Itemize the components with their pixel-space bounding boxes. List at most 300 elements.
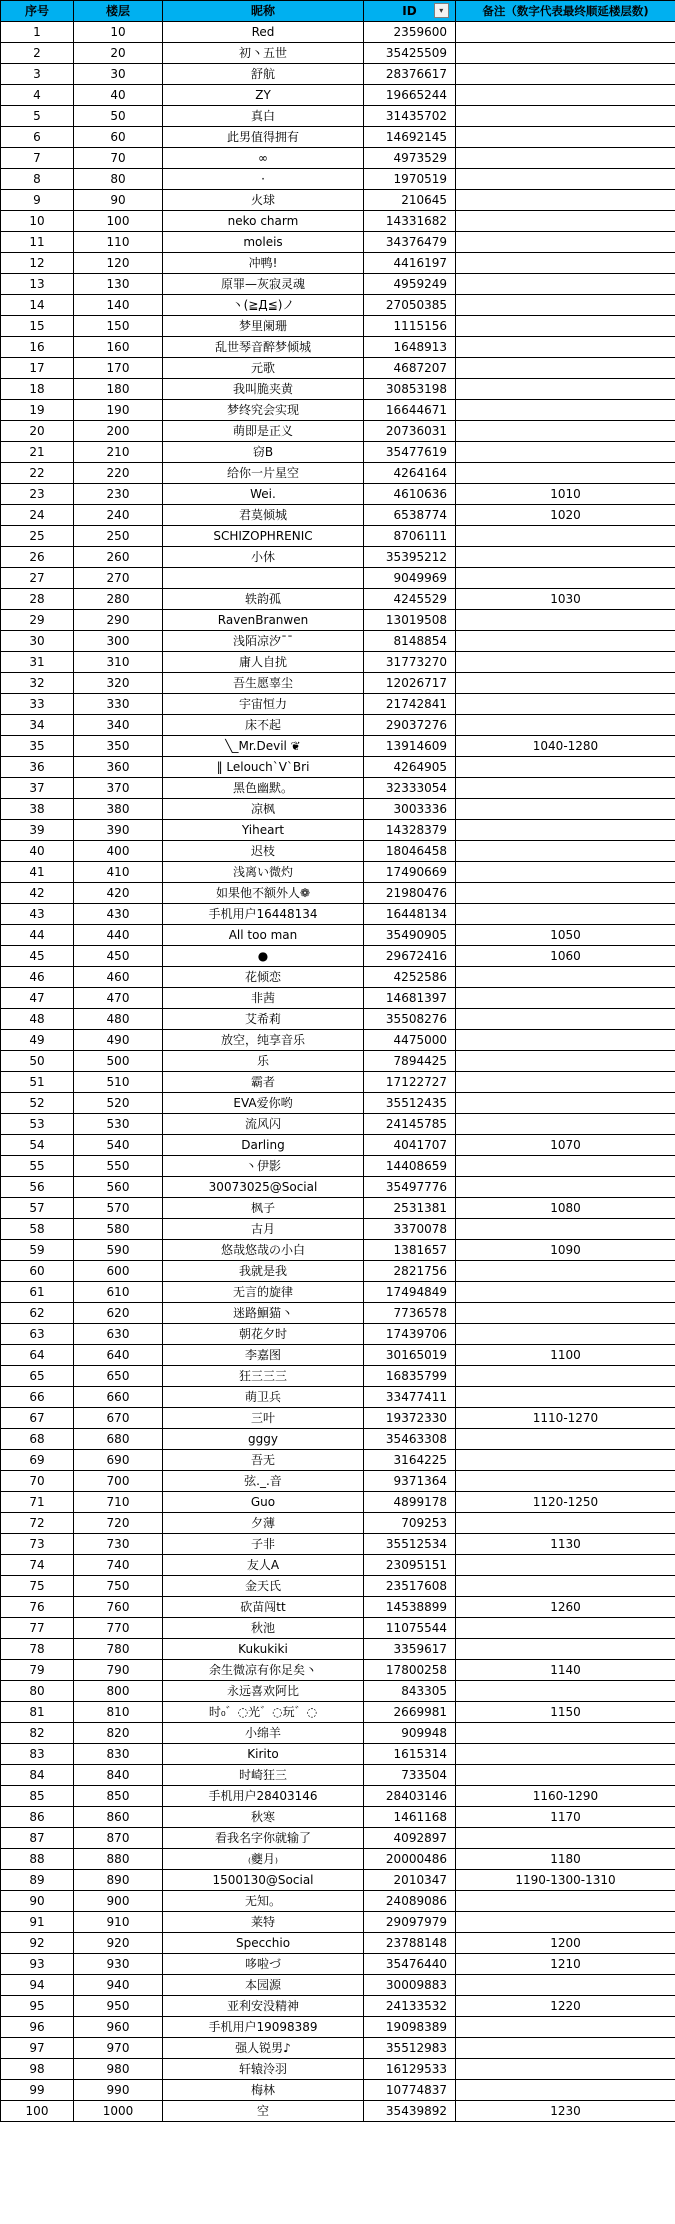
cell-floor[interactable]: 510 — [74, 1072, 163, 1093]
cell-floor[interactable]: 600 — [74, 1261, 163, 1282]
cell-remark[interactable] — [456, 1450, 675, 1471]
cell-seq[interactable]: 67 — [1, 1408, 74, 1429]
cell-nick[interactable]: neko charm — [163, 211, 364, 232]
cell-seq[interactable]: 24 — [1, 505, 74, 526]
cell-nick[interactable]: ‖ Lelouch`V`Bri — [163, 757, 364, 778]
cell-remark[interactable] — [456, 904, 675, 925]
cell-seq[interactable]: 2 — [1, 43, 74, 64]
cell-nick[interactable]: 哆啦づ — [163, 1954, 364, 1975]
cell-seq[interactable]: 91 — [1, 1912, 74, 1933]
cell-floor[interactable]: 810 — [74, 1702, 163, 1723]
cell-id[interactable]: 1648913 — [364, 337, 456, 358]
cell-seq[interactable]: 8 — [1, 169, 74, 190]
cell-id[interactable]: 14408659 — [364, 1156, 456, 1177]
cell-seq[interactable]: 95 — [1, 1996, 74, 2017]
header-seq[interactable]: 序号 — [1, 1, 74, 22]
cell-floor[interactable]: 800 — [74, 1681, 163, 1702]
cell-remark[interactable] — [456, 631, 675, 652]
cell-remark[interactable]: 1120-1250 — [456, 1492, 675, 1513]
cell-seq[interactable]: 5 — [1, 106, 74, 127]
cell-nick[interactable]: 小休 — [163, 547, 364, 568]
cell-id[interactable]: 3003336 — [364, 799, 456, 820]
cell-remark[interactable]: 1100 — [456, 1345, 675, 1366]
cell-seq[interactable]: 33 — [1, 694, 74, 715]
cell-nick[interactable]: ∞ — [163, 148, 364, 169]
cell-remark[interactable] — [456, 190, 675, 211]
cell-nick[interactable]: Kukukiki — [163, 1639, 364, 1660]
cell-nick[interactable]: 手机用户28403146 — [163, 1786, 364, 1807]
cell-id[interactable]: 3359617 — [364, 1639, 456, 1660]
cell-id[interactable]: 2359600 — [364, 22, 456, 43]
cell-floor[interactable]: 690 — [74, 1450, 163, 1471]
cell-remark[interactable] — [456, 1639, 675, 1660]
cell-remark[interactable]: 1130 — [456, 1534, 675, 1555]
cell-id[interactable]: 32333054 — [364, 778, 456, 799]
cell-nick[interactable]: 原罪—灰寂灵魂 — [163, 274, 364, 295]
cell-remark[interactable] — [456, 841, 675, 862]
cell-floor[interactable]: 570 — [74, 1198, 163, 1219]
cell-nick[interactable]: 时崎狂三 — [163, 1765, 364, 1786]
cell-nick[interactable]: 李嘉图 — [163, 1345, 364, 1366]
cell-remark[interactable] — [456, 1744, 675, 1765]
cell-id[interactable]: 14331682 — [364, 211, 456, 232]
cell-remark[interactable] — [456, 2080, 675, 2101]
cell-seq[interactable]: 86 — [1, 1807, 74, 1828]
cell-floor[interactable]: 370 — [74, 778, 163, 799]
cell-nick[interactable]: 无言的旋律 — [163, 1282, 364, 1303]
cell-nick[interactable]: 火球 — [163, 190, 364, 211]
cell-remark[interactable] — [456, 2038, 675, 2059]
cell-seq[interactable]: 19 — [1, 400, 74, 421]
cell-remark[interactable] — [456, 2017, 675, 2038]
cell-seq[interactable]: 81 — [1, 1702, 74, 1723]
cell-seq[interactable]: 90 — [1, 1891, 74, 1912]
cell-floor[interactable]: 170 — [74, 358, 163, 379]
cell-nick[interactable]: 窃B — [163, 442, 364, 463]
cell-nick[interactable]: ● — [163, 946, 364, 967]
cell-remark[interactable] — [456, 2059, 675, 2080]
cell-nick[interactable]: 给你一片星空 — [163, 463, 364, 484]
cell-nick[interactable]: 莱特 — [163, 1912, 364, 1933]
cell-id[interactable]: 14681397 — [364, 988, 456, 1009]
cell-id[interactable]: 4959249 — [364, 274, 456, 295]
cell-id[interactable]: 4092897 — [364, 1828, 456, 1849]
cell-id[interactable]: 35512534 — [364, 1534, 456, 1555]
cell-remark[interactable]: 1200 — [456, 1933, 675, 1954]
cell-seq[interactable]: 94 — [1, 1975, 74, 1996]
cell-floor[interactable]: 780 — [74, 1639, 163, 1660]
cell-seq[interactable]: 93 — [1, 1954, 74, 1975]
cell-nick[interactable]: Darling — [163, 1135, 364, 1156]
cell-seq[interactable]: 85 — [1, 1786, 74, 1807]
cell-nick[interactable]: 我叫脆夹黄 — [163, 379, 364, 400]
cell-nick[interactable]: 梦里阑珊 — [163, 316, 364, 337]
cell-id[interactable]: 19098389 — [364, 2017, 456, 2038]
cell-id[interactable]: 20736031 — [364, 421, 456, 442]
cell-id[interactable]: 16129533 — [364, 2059, 456, 2080]
cell-nick[interactable]: 元歌 — [163, 358, 364, 379]
cell-seq[interactable]: 59 — [1, 1240, 74, 1261]
cell-id[interactable]: 4687207 — [364, 358, 456, 379]
cell-nick[interactable]: Red — [163, 22, 364, 43]
cell-nick[interactable]: 浅离い微灼 — [163, 862, 364, 883]
cell-remark[interactable]: 1040-1280 — [456, 736, 675, 757]
cell-remark[interactable] — [456, 1891, 675, 1912]
cell-remark[interactable]: 1230 — [456, 2101, 675, 2122]
cell-nick[interactable]: 狂三三三 — [163, 1366, 364, 1387]
cell-remark[interactable]: 1210 — [456, 1954, 675, 1975]
cell-floor[interactable]: 230 — [74, 484, 163, 505]
cell-remark[interactable] — [456, 568, 675, 589]
cell-seq[interactable]: 92 — [1, 1933, 74, 1954]
cell-floor[interactable]: 960 — [74, 2017, 163, 2038]
cell-remark[interactable] — [456, 106, 675, 127]
cell-id[interactable]: 843305 — [364, 1681, 456, 1702]
cell-seq[interactable]: 49 — [1, 1030, 74, 1051]
cell-seq[interactable]: 80 — [1, 1681, 74, 1702]
cell-nick[interactable]: 永远喜欢阿比 — [163, 1681, 364, 1702]
cell-id[interactable]: 35477619 — [364, 442, 456, 463]
cell-floor[interactable]: 280 — [74, 589, 163, 610]
cell-seq[interactable]: 52 — [1, 1093, 74, 1114]
cell-remark[interactable]: 1190-1300-1310 — [456, 1870, 675, 1891]
cell-id[interactable]: 27050385 — [364, 295, 456, 316]
cell-floor[interactable]: 210 — [74, 442, 163, 463]
cell-nick[interactable]: 时₀゛◌光゛◌玩゛◌ — [163, 1702, 364, 1723]
cell-remark[interactable] — [456, 1912, 675, 1933]
cell-remark[interactable]: 1220 — [456, 1996, 675, 2017]
cell-remark[interactable] — [456, 1261, 675, 1282]
cell-floor[interactable]: 590 — [74, 1240, 163, 1261]
cell-nick[interactable]: 萌即是正义 — [163, 421, 364, 442]
cell-seq[interactable]: 62 — [1, 1303, 74, 1324]
cell-floor[interactable]: 180 — [74, 379, 163, 400]
cell-remark[interactable] — [456, 1303, 675, 1324]
cell-nick[interactable]: 乐 — [163, 1051, 364, 1072]
cell-floor[interactable]: 240 — [74, 505, 163, 526]
cell-nick[interactable]: 梅林 — [163, 2080, 364, 2101]
cell-id[interactable]: 9049969 — [364, 568, 456, 589]
cell-id[interactable]: 35508276 — [364, 1009, 456, 1030]
cell-nick[interactable]: 秋池 — [163, 1618, 364, 1639]
cell-remark[interactable] — [456, 883, 675, 904]
cell-floor[interactable]: 60 — [74, 127, 163, 148]
cell-floor[interactable]: 420 — [74, 883, 163, 904]
cell-remark[interactable] — [456, 1282, 675, 1303]
cell-floor[interactable]: 650 — [74, 1366, 163, 1387]
cell-id[interactable]: 3370078 — [364, 1219, 456, 1240]
cell-nick[interactable]: 初丶五世 — [163, 43, 364, 64]
cell-remark[interactable] — [456, 127, 675, 148]
cell-floor[interactable]: 930 — [74, 1954, 163, 1975]
cell-remark[interactable] — [456, 673, 675, 694]
cell-floor[interactable]: 300 — [74, 631, 163, 652]
cell-seq[interactable]: 57 — [1, 1198, 74, 1219]
cell-floor[interactable]: 580 — [74, 1219, 163, 1240]
cell-nick[interactable]: 亚利安没精神 — [163, 1996, 364, 2017]
cell-remark[interactable] — [456, 274, 675, 295]
cell-remark[interactable]: 1050 — [456, 925, 675, 946]
cell-floor[interactable]: 980 — [74, 2059, 163, 2080]
cell-nick[interactable]: All too man — [163, 925, 364, 946]
cell-id[interactable]: 19665244 — [364, 85, 456, 106]
cell-nick[interactable]: 黑色幽默。 — [163, 778, 364, 799]
cell-floor[interactable]: 950 — [74, 1996, 163, 2017]
cell-remark[interactable] — [456, 337, 675, 358]
cell-id[interactable]: 24145785 — [364, 1114, 456, 1135]
cell-seq[interactable]: 47 — [1, 988, 74, 1009]
cell-nick[interactable]: Specchio — [163, 1933, 364, 1954]
cell-floor[interactable]: 840 — [74, 1765, 163, 1786]
cell-id[interactable]: 35497776 — [364, 1177, 456, 1198]
cell-nick[interactable]: EVA爱你哟 — [163, 1093, 364, 1114]
cell-seq[interactable]: 13 — [1, 274, 74, 295]
cell-floor[interactable]: 940 — [74, 1975, 163, 1996]
cell-id[interactable]: 4973529 — [364, 148, 456, 169]
cell-seq[interactable]: 66 — [1, 1387, 74, 1408]
cell-seq[interactable]: 28 — [1, 589, 74, 610]
cell-id[interactable]: 4252586 — [364, 967, 456, 988]
cell-nick[interactable]: 吾无 — [163, 1450, 364, 1471]
cell-floor[interactable]: 160 — [74, 337, 163, 358]
header-remark[interactable]: 备注（数字代表最终顺延楼层数) — [456, 1, 675, 22]
cell-nick[interactable]: 夕薄 — [163, 1513, 364, 1534]
cell-id[interactable]: 23788148 — [364, 1933, 456, 1954]
cell-floor[interactable]: 990 — [74, 2080, 163, 2101]
cell-nick[interactable]: 金天氏 — [163, 1576, 364, 1597]
cell-nick[interactable]: 庸人自扰 — [163, 652, 364, 673]
cell-floor[interactable]: 700 — [74, 1471, 163, 1492]
cell-nick[interactable]: 丶伊影 — [163, 1156, 364, 1177]
cell-nick[interactable]: 友人A — [163, 1555, 364, 1576]
cell-id[interactable]: 14328379 — [364, 820, 456, 841]
cell-seq[interactable]: 76 — [1, 1597, 74, 1618]
cell-seq[interactable]: 58 — [1, 1219, 74, 1240]
cell-nick[interactable]: 强人锐男♪ — [163, 2038, 364, 2059]
cell-id[interactable]: 4041707 — [364, 1135, 456, 1156]
cell-id[interactable]: 17490669 — [364, 862, 456, 883]
cell-remark[interactable] — [456, 1681, 675, 1702]
cell-seq[interactable]: 27 — [1, 568, 74, 589]
cell-floor[interactable]: 30 — [74, 64, 163, 85]
cell-remark[interactable]: 1140 — [456, 1660, 675, 1681]
cell-seq[interactable]: 23 — [1, 484, 74, 505]
cell-seq[interactable]: 41 — [1, 862, 74, 883]
cell-seq[interactable]: 40 — [1, 841, 74, 862]
cell-nick[interactable]: 流风闪 — [163, 1114, 364, 1135]
cell-remark[interactable] — [456, 148, 675, 169]
cell-floor[interactable]: 330 — [74, 694, 163, 715]
cell-id[interactable]: 210645 — [364, 190, 456, 211]
cell-seq[interactable]: 55 — [1, 1156, 74, 1177]
cell-id[interactable]: 17122727 — [364, 1072, 456, 1093]
cell-id[interactable]: 11075544 — [364, 1618, 456, 1639]
cell-remark[interactable] — [456, 64, 675, 85]
cell-remark[interactable]: 1080 — [456, 1198, 675, 1219]
cell-seq[interactable]: 26 — [1, 547, 74, 568]
cell-id[interactable]: 35512983 — [364, 2038, 456, 2059]
cell-id[interactable]: 34376479 — [364, 232, 456, 253]
cell-floor[interactable]: 440 — [74, 925, 163, 946]
cell-seq[interactable]: 48 — [1, 1009, 74, 1030]
cell-remark[interactable] — [456, 1072, 675, 1093]
cell-remark[interactable] — [456, 1723, 675, 1744]
cell-floor[interactable]: 410 — [74, 862, 163, 883]
cell-remark[interactable] — [456, 694, 675, 715]
cell-nick[interactable]: 凉枫 — [163, 799, 364, 820]
cell-remark[interactable] — [456, 820, 675, 841]
cell-id[interactable]: 29672416 — [364, 946, 456, 967]
cell-remark[interactable] — [456, 400, 675, 421]
cell-id[interactable]: 2531381 — [364, 1198, 456, 1219]
cell-remark[interactable] — [456, 1471, 675, 1492]
cell-floor[interactable]: 870 — [74, 1828, 163, 1849]
cell-id[interactable]: 35425509 — [364, 43, 456, 64]
cell-seq[interactable]: 46 — [1, 967, 74, 988]
cell-nick[interactable]: 萌卫兵 — [163, 1387, 364, 1408]
cell-nick[interactable]: 如果他不额外人❁ — [163, 883, 364, 904]
cell-remark[interactable] — [456, 463, 675, 484]
cell-remark[interactable] — [456, 1555, 675, 1576]
cell-remark[interactable] — [456, 1975, 675, 1996]
cell-seq[interactable]: 25 — [1, 526, 74, 547]
cell-id[interactable]: 24133532 — [364, 1996, 456, 2017]
cell-floor[interactable]: 430 — [74, 904, 163, 925]
cell-remark[interactable]: 1110-1270 — [456, 1408, 675, 1429]
cell-floor[interactable]: 140 — [74, 295, 163, 316]
cell-seq[interactable]: 11 — [1, 232, 74, 253]
cell-id[interactable]: 30009883 — [364, 1975, 456, 1996]
cell-floor[interactable]: 470 — [74, 988, 163, 1009]
cell-floor[interactable]: 270 — [74, 568, 163, 589]
cell-nick[interactable]: Guo — [163, 1492, 364, 1513]
cell-seq[interactable]: 22 — [1, 463, 74, 484]
cell-remark[interactable] — [456, 22, 675, 43]
cell-floor[interactable]: 130 — [74, 274, 163, 295]
cell-nick[interactable]: 我就是我 — [163, 1261, 364, 1282]
cell-seq[interactable]: 98 — [1, 2059, 74, 2080]
cell-nick[interactable]: 枫子 — [163, 1198, 364, 1219]
cell-floor[interactable]: 400 — [74, 841, 163, 862]
cell-remark[interactable]: 1160-1290 — [456, 1786, 675, 1807]
cell-id[interactable]: 14692145 — [364, 127, 456, 148]
cell-id[interactable]: 29037276 — [364, 715, 456, 736]
cell-id[interactable]: 7736578 — [364, 1303, 456, 1324]
cell-id[interactable]: 709253 — [364, 1513, 456, 1534]
cell-remark[interactable] — [456, 1219, 675, 1240]
cell-id[interactable]: 13019508 — [364, 610, 456, 631]
cell-floor[interactable]: 90 — [74, 190, 163, 211]
cell-nick[interactable]: 秋寒 — [163, 1807, 364, 1828]
cell-nick[interactable]: 冲鸭! — [163, 253, 364, 274]
cell-id[interactable]: 10774837 — [364, 2080, 456, 2101]
cell-nick[interactable]: Yiheart — [163, 820, 364, 841]
cell-remark[interactable] — [456, 1177, 675, 1198]
cell-id[interactable]: 35463308 — [364, 1429, 456, 1450]
cell-nick[interactable]: 弦._.音 — [163, 1471, 364, 1492]
cell-seq[interactable]: 69 — [1, 1450, 74, 1471]
cell-remark[interactable]: 1170 — [456, 1807, 675, 1828]
cell-floor[interactable]: 260 — [74, 547, 163, 568]
cell-floor[interactable]: 830 — [74, 1744, 163, 1765]
filter-dropdown-icon[interactable]: ▾ — [434, 3, 449, 18]
cell-id[interactable]: 17494849 — [364, 1282, 456, 1303]
cell-floor[interactable]: 770 — [74, 1618, 163, 1639]
cell-seq[interactable]: 1 — [1, 22, 74, 43]
cell-seq[interactable]: 72 — [1, 1513, 74, 1534]
cell-seq[interactable]: 12 — [1, 253, 74, 274]
cell-seq[interactable]: 6 — [1, 127, 74, 148]
cell-id[interactable]: 1461168 — [364, 1807, 456, 1828]
cell-id[interactable]: 9371364 — [364, 1471, 456, 1492]
cell-remark[interactable] — [456, 1324, 675, 1345]
cell-nick[interactable]: 迷路鮰猫丶 — [163, 1303, 364, 1324]
cell-floor[interactable]: 910 — [74, 1912, 163, 1933]
cell-nick[interactable]: 无知。 — [163, 1891, 364, 1912]
cell-id[interactable]: 4245529 — [364, 589, 456, 610]
cell-nick[interactable]: 真白 — [163, 106, 364, 127]
cell-nick[interactable]: Kirito — [163, 1744, 364, 1765]
cell-seq[interactable]: 97 — [1, 2038, 74, 2059]
cell-nick[interactable]: 余生微凉有你足矣丶 — [163, 1660, 364, 1681]
cell-seq[interactable]: 7 — [1, 148, 74, 169]
cell-seq[interactable]: 53 — [1, 1114, 74, 1135]
cell-seq[interactable]: 63 — [1, 1324, 74, 1345]
cell-seq[interactable]: 42 — [1, 883, 74, 904]
cell-nick[interactable]: 床不起 — [163, 715, 364, 736]
cell-id[interactable]: 14538899 — [364, 1597, 456, 1618]
cell-seq[interactable]: 31 — [1, 652, 74, 673]
cell-floor[interactable]: 730 — [74, 1534, 163, 1555]
cell-remark[interactable] — [456, 652, 675, 673]
cell-seq[interactable]: 56 — [1, 1177, 74, 1198]
cell-floor[interactable]: 390 — [74, 820, 163, 841]
cell-nick[interactable]: 小绵羊 — [163, 1723, 364, 1744]
cell-seq[interactable]: 82 — [1, 1723, 74, 1744]
cell-floor[interactable]: 40 — [74, 85, 163, 106]
cell-floor[interactable]: 900 — [74, 1891, 163, 1912]
cell-seq[interactable]: 87 — [1, 1828, 74, 1849]
cell-id[interactable]: 20000486 — [364, 1849, 456, 1870]
cell-seq[interactable]: 15 — [1, 316, 74, 337]
cell-remark[interactable] — [456, 1513, 675, 1534]
cell-nick[interactable]: 艾希莉 — [163, 1009, 364, 1030]
cell-floor[interactable]: 790 — [74, 1660, 163, 1681]
cell-remark[interactable]: 1060 — [456, 946, 675, 967]
cell-seq[interactable]: 83 — [1, 1744, 74, 1765]
cell-remark[interactable] — [456, 253, 675, 274]
cell-nick[interactable]: RavenBranwen — [163, 610, 364, 631]
cell-seq[interactable]: 36 — [1, 757, 74, 778]
cell-id[interactable]: 21980476 — [364, 883, 456, 904]
cell-nick[interactable]: 宇宙恒力 — [163, 694, 364, 715]
cell-id[interactable]: 18046458 — [364, 841, 456, 862]
cell-seq[interactable]: 75 — [1, 1576, 74, 1597]
cell-id[interactable]: 17800258 — [364, 1660, 456, 1681]
cell-floor[interactable]: 350 — [74, 736, 163, 757]
cell-id[interactable]: 16835799 — [364, 1366, 456, 1387]
cell-seq[interactable]: 37 — [1, 778, 74, 799]
cell-nick[interactable]: 轩辕泠羽 — [163, 2059, 364, 2080]
cell-floor[interactable]: 880 — [74, 1849, 163, 1870]
cell-remark[interactable]: 1090 — [456, 1240, 675, 1261]
cell-floor[interactable]: 50 — [74, 106, 163, 127]
cell-id[interactable]: 909948 — [364, 1723, 456, 1744]
cell-nick[interactable]: SCHIZOPHRENIC — [163, 526, 364, 547]
cell-floor[interactable]: 720 — [74, 1513, 163, 1534]
cell-id[interactable]: 3164225 — [364, 1450, 456, 1471]
cell-seq[interactable]: 21 — [1, 442, 74, 463]
